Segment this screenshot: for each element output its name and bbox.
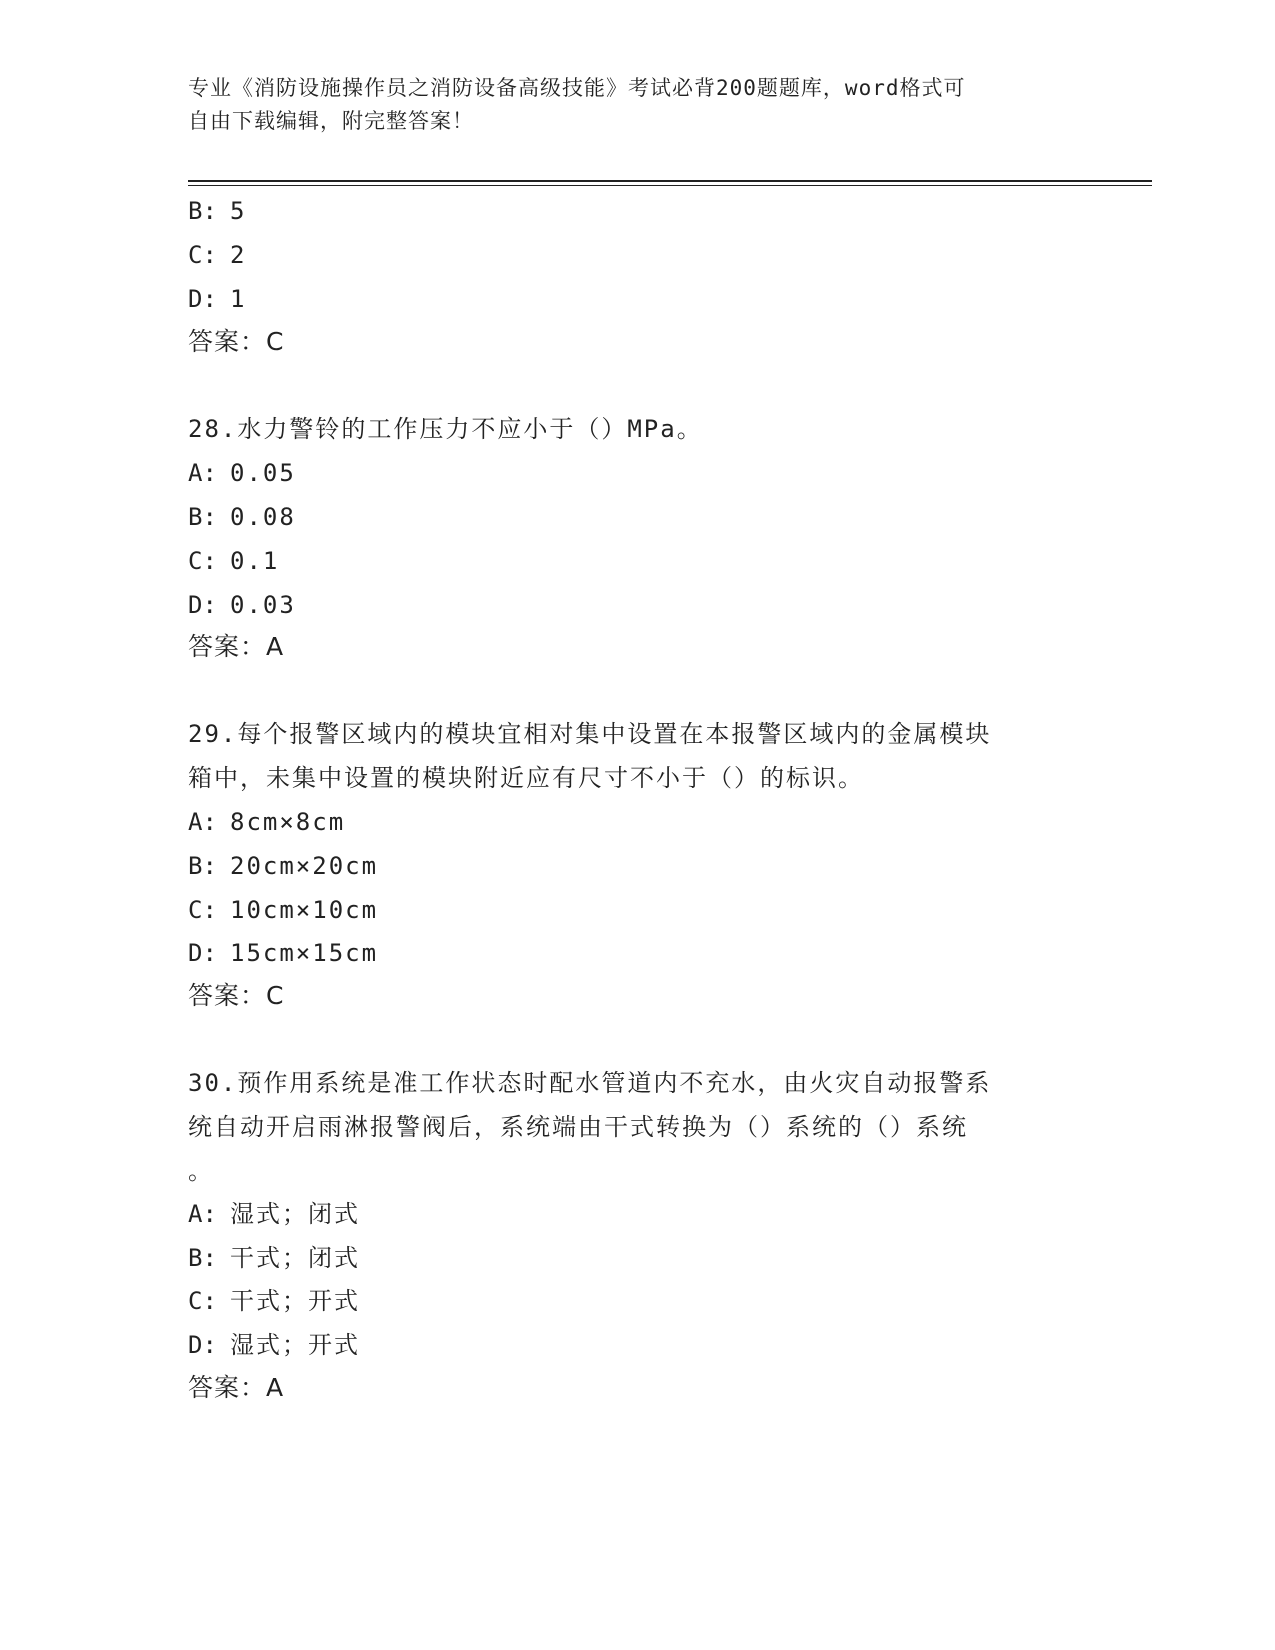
question-30-stem-line-3: 。 — [188, 1157, 214, 1185]
option-d: D: 0.03 — [188, 591, 296, 619]
header-divider — [188, 180, 1152, 182]
header-line-1: 专业《消防设施操作员之消防设备高级技能》考试必背200题题库，word格式可 — [188, 76, 966, 100]
question-29-stem-line-2: 箱中，未集中设置的模块附近应有尺寸不小于（）的标识。 — [188, 764, 864, 792]
question-28-stem: 28.水力警铃的工作压力不应小于（）MPa。 — [188, 415, 703, 443]
answer-line: 答案：A — [188, 632, 285, 661]
option-c: C: 0.1 — [188, 547, 280, 575]
answer-line: 答案：C — [188, 981, 285, 1010]
option-d: D: 湿式；开式 — [188, 1331, 360, 1359]
option-d: D: 15cm×15cm — [188, 939, 379, 967]
header-line-2: 自由下载编辑，附完整答案！ — [188, 109, 474, 133]
option-a: A: 8cm×8cm — [188, 808, 346, 836]
answer-line: 答案：C — [188, 327, 285, 356]
header-divider-thin — [188, 185, 1152, 186]
option-b: B: 0.08 — [188, 503, 296, 531]
document-header — [188, 72, 1088, 138]
option-d: D: 1 — [188, 285, 247, 313]
answer-line: 答案：A — [188, 1373, 285, 1402]
question-30-stem-line-2: 统自动开启雨淋报警阀后，系统端由干式转换为（）系统的（）系统 — [188, 1113, 968, 1141]
option-b: B: 5 — [188, 197, 247, 225]
question-29-stem-line-1: 29.每个报警区域内的模块宜相对集中设置在本报警区域内的金属模块 — [188, 720, 992, 748]
option-c: C: 干式；开式 — [188, 1287, 360, 1315]
option-c: C: 2 — [188, 241, 247, 269]
option-b: B: 干式；闭式 — [188, 1244, 360, 1272]
option-b: B: 20cm×20cm — [188, 852, 379, 880]
question-30-stem-line-1: 30.预作用系统是准工作状态时配水管道内不充水，由火灾自动报警系 — [188, 1069, 992, 1097]
option-c: C: 10cm×10cm — [188, 896, 379, 924]
option-a: A: 湿式；闭式 — [188, 1200, 360, 1228]
option-a: A: 0.05 — [188, 459, 296, 487]
